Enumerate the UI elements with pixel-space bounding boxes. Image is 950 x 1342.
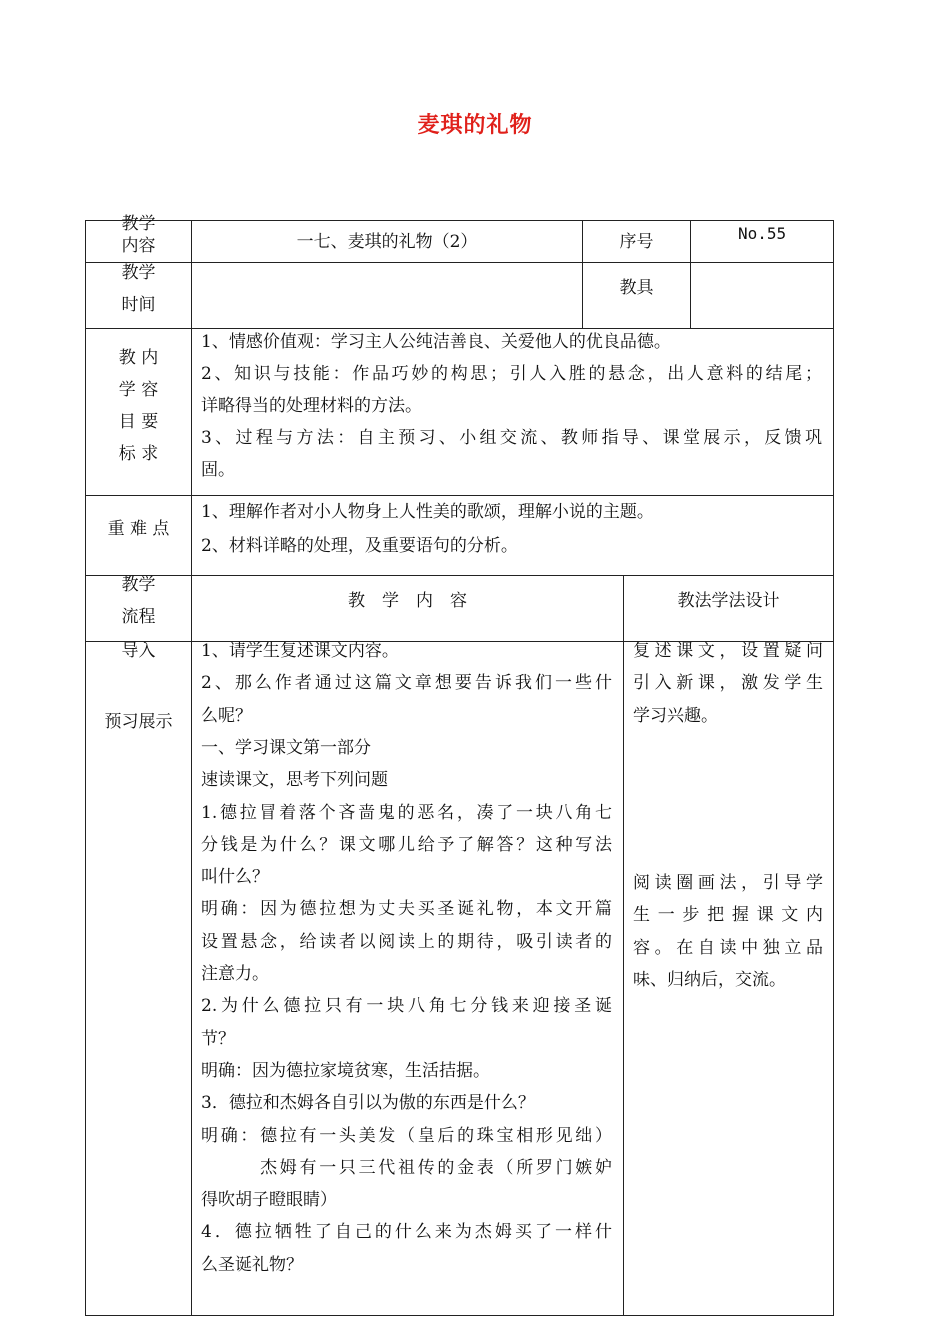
method-line: 学习兴趣。 [633,705,718,726]
content-line: 分钱是为什么？课文哪儿给予了解答？这种写法 [201,834,612,855]
objectives-label-line: 学 容 [118,380,159,400]
key-point-line: 1、理解作者对小人物身上人性美的歌颂，理解小说的主题。 [201,502,654,522]
method-line: 容。在自读中独立品 [633,937,823,958]
content-line: 杰姆有一只三代祖传的金表（所罗门嫉妒 [201,1157,612,1178]
method-line: 阅读圈画法，引导学 [633,873,823,893]
flow-content-header: 教 学 内 容 [348,591,467,611]
label-tools: 教具 [619,278,654,298]
content-line: 明确：德拉有一头美发（皇后的珠宝相形见绌） [201,1125,612,1146]
method-line: 引入新课，激发学生 [633,673,823,694]
content-line: 一、学习课文第一部分 [201,737,371,758]
content-line: 2、那么作者通过这篇文章想要告诉我们一些什 [201,673,612,694]
content-line: 得吹胡子瞪眼睛） [201,1190,337,1211]
method-line: 复述课文，设置疑问 [633,641,823,661]
flow-label-1: 教学 [121,575,156,595]
method-line: 生一步把握课文内 [633,905,823,926]
content-line: 么呢？ [201,705,252,726]
objective-line: 2、知识与技能：作品巧妙的构思；引人入胜的悬念，出人意料的结尾； [201,364,822,384]
stage-intro: 导入 [121,641,156,661]
content-line: 2.为什么德拉只有一块八角七分钱来迎接圣诞 [201,996,612,1017]
content-line: 4．德拉牺牲了自己的什么来为杰姆买了一样什 [201,1222,612,1243]
label-content-2: 内容 [121,236,156,256]
content-line: 明确：因为德拉想为丈夫买圣诞礼物，本文开篇 [201,899,612,920]
label-time-1: 教学 [121,263,156,283]
label-time-2: 时间 [121,295,156,315]
objectives-label-line: 标 求 [118,444,159,464]
content-line: 设置悬念，给读者以阅读上的期待，吸引读者的 [201,931,612,952]
objective-line: 1、情感价值观：学习主人公纯洁善良、关爱他人的优良品德。 [201,332,671,352]
objective-line: 固。 [201,460,235,480]
content-line: 叫什么？ [201,867,269,888]
serial-value: No.55 [738,224,787,243]
content-line: 1.德拉冒着落个吝啬鬼的恶名，凑了一块八角七 [201,802,612,823]
content-line: 注意力。 [201,964,269,984]
content-line: 3．德拉和杰姆各自引以为傲的东西是什么？ [201,1093,535,1114]
key-points-label: 重 难 点 [107,519,170,539]
content-line: 么圣诞礼物？ [201,1254,303,1275]
content-line: 节？ [201,1028,235,1049]
key-point-line: 2、材料详略的处理，及重要语句的分析。 [201,536,518,556]
content-line: 1、请学生复述课文内容。 [201,641,399,661]
flow-label-2: 流程 [121,607,156,627]
content-line: 速读课文，思考下列问题 [201,770,388,791]
label-serial: 序号 [619,232,654,252]
objective-line: 详略得当的处理材料的方法。 [201,396,422,416]
stage-preview: 预习展示 [104,712,173,732]
label-content-1: 教学 [121,214,156,234]
flow-method-header: 教法学法设计 [677,591,780,611]
objective-line: 3、过程与方法：自主预习、小组交流、教师指导、课堂展示，反馈巩 [201,428,822,448]
objectives-label-line: 目 要 [118,412,159,432]
objectives-label-line: 教 内 [118,348,159,368]
content-line: 明确：因为德拉家境贫寒，生活拮据。 [201,1060,490,1081]
lesson-content-value: 一七、麦琪的礼物（2） [296,232,478,252]
page-title: 麦琪的礼物 [417,113,533,138]
method-line: 味、归纳后，交流。 [633,969,786,990]
